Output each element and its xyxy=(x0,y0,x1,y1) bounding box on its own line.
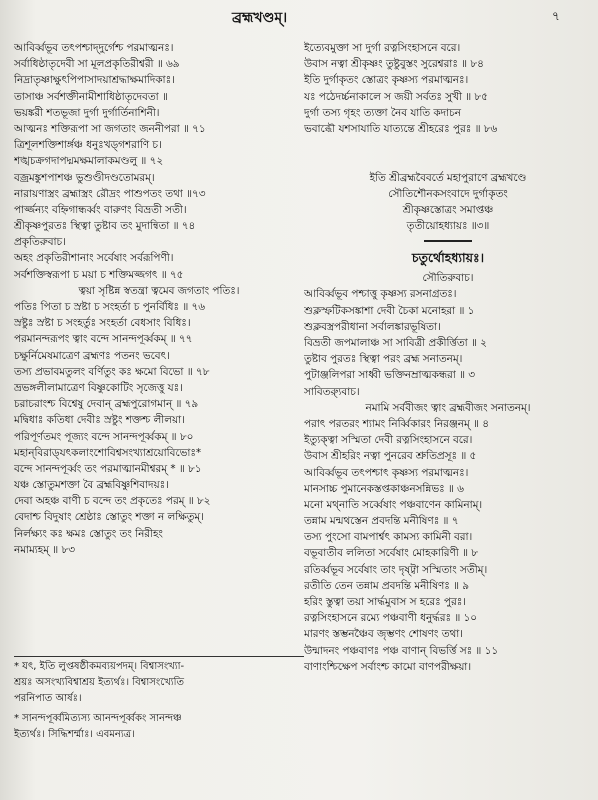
verse-line: আবির্ব্বভূব পশ্চাত্তু কৃষ্ণস্য রসনাগ্রতঃ। xyxy=(304,288,457,301)
colophon-line: ইতি শ্রীব্রহ্মবৈবর্তে মহাপুরাণে ব্রহ্মখণ্ডে xyxy=(369,171,527,184)
verse-line: তাসাঞ্চ সর্বশক্তীনামীশাধিষ্ঠাতৃদেবতা ॥ xyxy=(14,90,168,103)
verse-line: রত্নসিংহাসনে রম্যে পঞ্চবাণী ধনুর্দ্ধরঃ ॥ ১০ xyxy=(304,612,478,625)
verse-line: বজ্রমঙ্কুশপাশঞ্চ ভুশুণ্ডীদণ্ডতোমরম্‌। xyxy=(14,171,155,184)
verse-line: নিদ্রাতৃষ্ণাক্ষুৎপিপাসাদয়াশ্রদ্ধাক্ষমাদিকাঃ। xyxy=(14,74,175,87)
verse-line: উবাস নত্বা শ্রীকৃষ্ণং তুষ্টুবুস্তং সুরেশ্বরাঃ ॥ ৮৪ xyxy=(304,58,484,71)
verse-line: আত্মনঃ শক্তিরূপা সা জগতাং জননীপরা ॥ ৭১ xyxy=(14,122,206,135)
verse-line: মারণং স্তম্ভনঞ্চৈব জৃম্ভণং শোষণং তথা। xyxy=(304,628,463,641)
verse-line: দুর্গা তস্য গৃহং ত্যক্তা নৈব যাতি কদাচন xyxy=(304,106,461,119)
page-number: ৭ xyxy=(552,9,560,23)
verse-line: পরিপূর্ণতমং পূজ্যং বন্দে সানন্দপূর্ব্বকম্‌ ॥ ৮০ xyxy=(14,430,194,443)
verse-line xyxy=(14,574,304,590)
verse-line: তস্য পুংসো বামপার্শ্বৎ কামস্য কামিনী বরা। xyxy=(304,531,473,544)
verse-line: তস্য প্রভাবমতুলং বর্ণিতুং কঃ ক্ষমো বিভো ॥ ৭৮ xyxy=(14,365,210,378)
verse-line xyxy=(304,153,592,169)
verse-line: প্রকৃতিরুবাচ। xyxy=(14,236,66,249)
footnote-line: পরনিপাত আর্ষঃ। xyxy=(14,693,82,704)
verse-line: শুক্লস্ফটিকসঙ্কাশা দেবী চৈকা মনোহরা ॥ ১ xyxy=(304,304,475,317)
verse-line: সর্বাধিষ্ঠাতৃদেবী সা মূলপ্রকৃতিরীশ্বরী ॥ ৬৯ xyxy=(14,58,180,71)
verse-line: দেবা অহঞ্চ বাণী চ বন্দে তং প্রকৃতেঃ পরম্‌ ॥ ৮২ xyxy=(14,495,211,508)
verse-line: বাণাংশ্চিক্ষেপ সর্বাংশ্চ কামো বাণপরীক্ষয়া। xyxy=(304,660,472,673)
verse-line: মদ্বিধাঃ কতিধা দেবীঃ স্রষ্টুং শক্তশ্চ লীলয়া। xyxy=(14,414,185,427)
verse-line xyxy=(14,590,304,606)
verse-line: যঃ পঠেদর্চ্চনাকালে স জয়ী সর্বতঃ সুখী ॥ ৮৫ xyxy=(304,90,488,103)
running-header xyxy=(0,6,598,28)
verse-line: স্রষ্টুঃ স্রষ্টা চ সংহর্তুঃ সংহর্তা বেধসাং বিধিঃ। xyxy=(14,317,191,330)
verse-line: সর্বশক্তিস্বরূপা চ ময়া চ শক্তিমজ্জগৎ ॥ ৭৫ xyxy=(14,268,184,281)
verse-line xyxy=(14,623,304,639)
verse-line: শুক্লবস্ত্রপরীধানা সর্বালঙ্কারভূষিতা। xyxy=(304,320,441,333)
verse-line: পুটাঞ্জলিপরা সাধ্বী ভক্তিনম্রাত্মকন্ধরা ॥ ৩ xyxy=(304,369,476,382)
verse-line xyxy=(304,756,592,772)
verse-line: অহং প্রকৃতিরীশানাং সর্বেষাং সর্বরূপিণী। xyxy=(14,252,174,265)
verse-line: তুষ্টাব পুরতঃ স্থিত্বা পরং ব্রহ্ম সনাতনম্‌। xyxy=(304,353,463,366)
verse-line: চক্ষুর্নিমেষমাত্রেণ ব্রহ্মণঃ পতনং ভবেৎ। xyxy=(14,349,170,362)
left-column xyxy=(14,40,304,639)
speaker-heading: সৌতিরুবাচ। xyxy=(422,272,474,285)
verse-line: পতিঃ পিতা চ স্রষ্টা চ সংহর্তা চ পুনর্বিধিঃ ॥ ৭৬ xyxy=(14,301,206,313)
verse-line: শ্রীকৃষ্ণপুরতঃ স্থিত্বা তুষ্টাব তং মুদান্বিতা ॥ ৭৪ xyxy=(14,220,196,233)
chapter-heading: চতুর্থোহধ্যায়ঃ। xyxy=(411,250,485,266)
colophon-line: তৃতীয়োহধ্যায়ঃ ॥৩॥ xyxy=(406,220,490,233)
footnote-line: শ্রয়ঃ অসংখ্যবিশ্বাশ্রয় ইত্যর্থঃ। বিশ্বাসংখ্যেতি xyxy=(14,677,185,688)
verse-line: চরাচরাংশ্চ বিশ্বেষু দেবান্‌ ব্রহ্মপুরোগমান্‌ ॥ ৭৯ xyxy=(14,398,199,411)
verse-line: ভয়ঙ্করী শতভূজা দুর্গা দুর্গার্তিনাশিনী। xyxy=(14,106,160,119)
verse-line xyxy=(304,772,592,788)
verse-line xyxy=(14,558,304,574)
verse-line: বেদাশ্চ বিদুষাং শ্রেষ্ঠাঃ স্তোতুং শক্তা ন লক্ষিতুম্‌। xyxy=(14,511,204,524)
verse-line xyxy=(304,675,592,691)
verse-line: শঙ্খচক্রগদাপদ্মমক্ষমালাকমণ্ডলু ॥ ৭২ xyxy=(14,155,164,168)
verse-line: আবির্ব্বভূব তৎপশ্চাদ্‌দুর্গেশ্চ পরমাত্মনঃ। xyxy=(14,42,174,54)
verse-line: ইত্যুক্ত্বা সস্মিতা দেবী রত্নসিংহাসনে বরে। xyxy=(304,434,473,447)
verse-line xyxy=(304,707,592,723)
verse-line xyxy=(304,691,592,707)
verse-line: হরিং স্তুত্বা তয়া সার্দ্ধমুবাস স হরেঃ পুরঃ। xyxy=(304,596,466,608)
verse-line: বন্দে সানন্দপূর্ব্বং তং পরমাত্মানমীশ্বরম্‌ * ॥ ৮১ xyxy=(14,462,202,475)
verse-line: ইতি দুর্গাকৃতং স্তোত্রং কৃষ্ণস্য পরমাত্মনঃ। xyxy=(304,74,469,87)
verse-line: রতির্ব্বভূব সর্বেষাং তাং দৃষ্ট্বা সস্মিতাং সতীম্‌। xyxy=(304,563,488,576)
verse-line: মহান্‌বিরাড্‌যৎকলাংশোবিশ্বসংখ্যাশ্রয়োবিভোঃ* xyxy=(14,446,202,459)
verse-line: উন্মাদনং পঞ্চবাণঃ পঞ্চ বাণান্‌ বিভর্ত্তি সঃ ॥ ১১ xyxy=(304,644,499,657)
verse-line: ভবাব্ধৌ যশসাযাতি যাত্যন্তে শ্রীহরেঃ পুরঃ ॥ ৮৬ xyxy=(304,122,498,135)
verse-line: পরাৎ পরতরং শ্যামং নির্ব্বিকারং নিরঞ্জনম্‌ ॥ ৪ xyxy=(304,417,489,430)
verse-line: মানসাচ্চ পুমানেকস্তপ্তকাঞ্চনসন্নিভঃ ॥ ৬ xyxy=(304,482,464,495)
verse-line: ইত্যেবমুক্তা সা দুর্গা রত্নসিংহাসনে বরে। xyxy=(304,42,461,54)
verse-line: রতীতি তেন তন্নাম প্রবদন্তি মনীষিণঃ ॥ ৯ xyxy=(304,579,470,592)
verse-line: সাবিত্র্যুবাচ। xyxy=(304,385,360,398)
verse-line xyxy=(304,724,592,740)
verse-line: মনো মথ্‌নাতি সর্ব্বেষাং পঞ্চবাণেন কামিনাম্‌। xyxy=(304,498,483,511)
verse-line: নমাম্যহম্‌ ॥ ৮৩ xyxy=(14,543,75,556)
right-column xyxy=(304,40,592,788)
verse-line xyxy=(304,740,592,756)
verse-line: ভ্রভঙ্গলীলামাত্রেণ বিষ্ণুকোটিং সৃজেত্তু যঃ। xyxy=(14,381,183,394)
verse-line: আবির্ব্বভূব তৎপশ্চাৎ কৃষ্ণস্য পরমাত্মনঃ। xyxy=(304,466,469,479)
verse-line: পার্জ্জন্যং বহ্নিগান্ধর্ব্বং বারুণং বিভ্রতী সতী। xyxy=(14,203,187,216)
verse-line: বভূবাতীব ললিতা সর্বেষাং মোহকারিণী ॥ ৮ xyxy=(304,547,478,560)
verse-line: ত্রিশূলশক্তিশার্ঙ্গঞ্চ ধনুঃখড্‌গশরাণি চ। xyxy=(14,139,162,152)
verse-line: যঞ্চ স্তোতুমশক্তা বৈ ব্রহ্মবিষ্ণুশিবাদয়ঃ। xyxy=(14,479,169,492)
verse-line: তন্নাম মন্মথস্তেন প্রবদন্তি মনীষিণঃ ॥ ৭ xyxy=(304,515,459,528)
footnotes xyxy=(14,656,304,743)
footnote-line: * সানন্দপূর্ব্বমিত্যস্য আনন্দপূর্ব্বকং সানন্দঞ্চ xyxy=(14,713,182,724)
verse-line: নির্লক্ষ্যং কঃ ক্ষমঃ স্তোতুং তং নিরীহং xyxy=(14,527,163,540)
verse-line: পরমানন্দরূপং ত্বাং বন্দে সানন্দপূর্ব্বকম্‌ ॥ ৭৭ xyxy=(14,333,193,346)
verse-line xyxy=(14,607,304,623)
colophon-line: সৌতিশৌনকসংবাদে দুর্গাকৃতং xyxy=(388,187,508,200)
colophon-line: শ্রীকৃষ্ণস্তোত্রং সমাপ্তঞ্চ xyxy=(402,203,494,216)
verse-line: উবাস শ্রীহরিং নত্বা পুনরেব শ্রুতিপ্রসূঃ ॥ ৫ xyxy=(304,450,477,463)
footnote-line: * যৎ, ইতি লুপ্তষষ্ঠীকমব্যয়পদম্‌। বিশ্বাসংখ্যা- xyxy=(14,661,185,672)
speaker-heading: ত্বয়া সৃষ্টিন্ন স্বতন্ত্রা ত্বমেব জগতাং পতিঃ। xyxy=(78,284,240,297)
section-divider xyxy=(424,240,472,242)
verse-line xyxy=(304,137,592,153)
chapter-header-title: ব্রহ্মখণ্ডম্‌। xyxy=(232,10,288,26)
footnote-line: ইত্যর্থঃ। সিদ্ধিশর্ম্মাঃ। এবমন্যত্র। xyxy=(14,729,135,740)
verse-line: বিভ্রতী জপমালাঞ্চ সা সাবিত্রী প্রকীর্ত্তিতা ॥ ২ xyxy=(304,337,487,349)
speaker-heading: নমামি সর্ববীজং ত্বাং ব্রহ্মবীজং সনাতনম্‌। xyxy=(365,401,531,414)
verse-line: নারায়ণাস্ত্রং ব্রহ্মাস্ত্রং রৌদ্রং পাশুপতং তথা ॥৭৩ xyxy=(14,187,206,200)
